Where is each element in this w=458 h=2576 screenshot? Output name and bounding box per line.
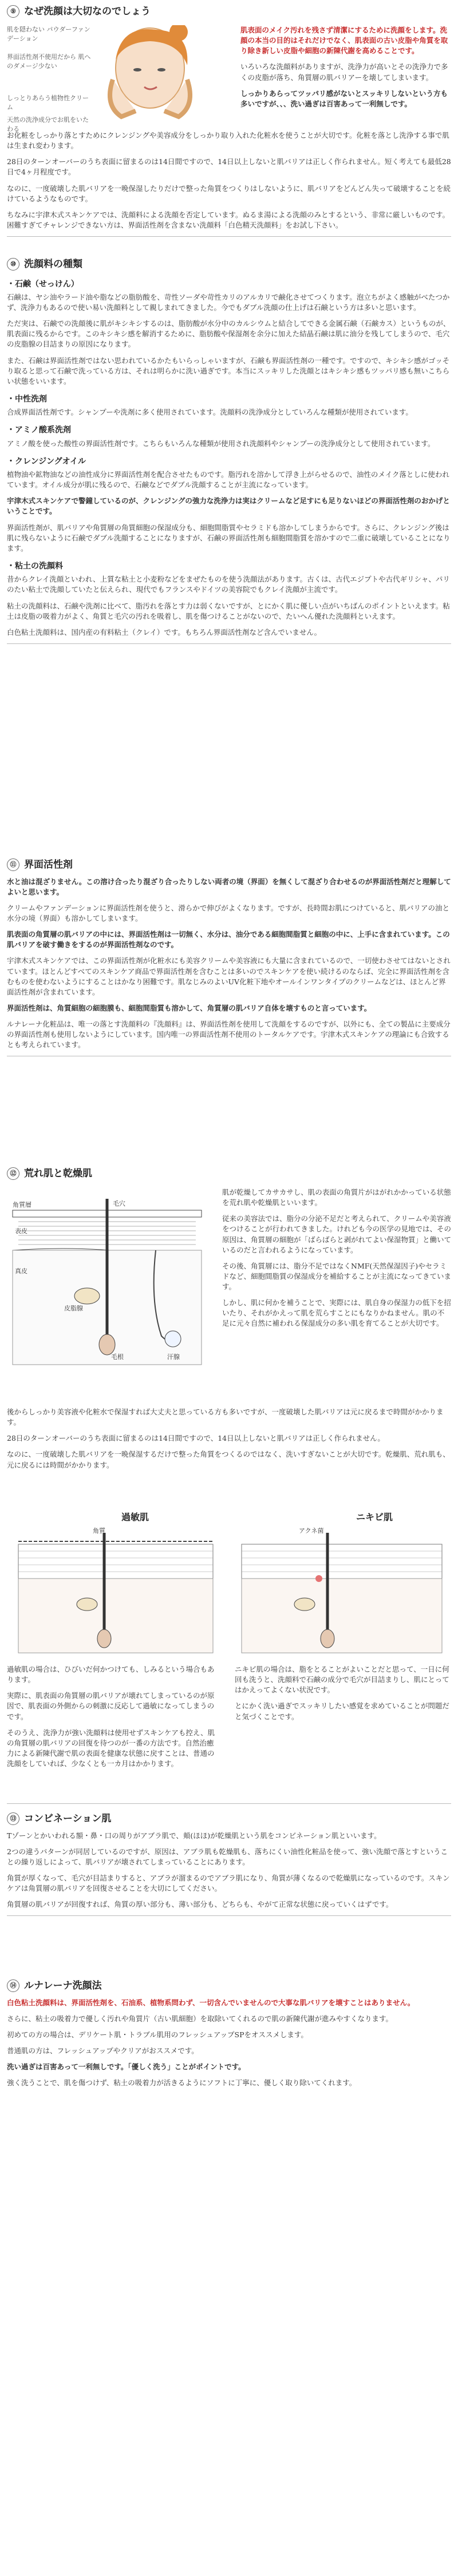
section-title: コンビネーション肌 — [24, 1813, 112, 1824]
paragraph: 肌表面のメイク汚れを残さず清潔にするために洗顔をします。洗顔の本当の目的はそれだけでなく、肌表面の古い皮脂や角質を取り除き新しい皮脂や細胞の新陳代謝を高めることです。 — [240, 26, 448, 55]
section-11 — [7, 858, 451, 1064]
paragraph: 洗い過ぎは百害あって一利無しです。「優しく洗う」ことがポイントです。 — [7, 2062, 246, 2072]
side-note: しっとりあらう植物性クリーム — [7, 94, 89, 111]
paragraph: 界面活性剤は、角質細胞の細胞膜も、細胞間脂質も溶かして、角質層の肌バリア自体を壊すものと言っています。 — [7, 1003, 372, 1012]
paragraph: アミノ酸を使った酸性の界面活性剤です。こちらもいろんな種類が使用され洗顔料やシャンプーの洗浄成分として使用されています。 — [7, 439, 435, 448]
section-14-header — [7, 1979, 451, 1993]
section-10-header — [7, 257, 451, 272]
diagram-label: アクネ菌 — [299, 1527, 324, 1535]
paragraph: 普通肌の方は、フレッシュアップやクリアがおススメです。 — [7, 2046, 199, 2056]
section-title: なぜ洗顔は大切なのでしょう — [24, 6, 151, 17]
paragraph: 過敏肌の場合は、ひびいだ何かつけても、しみるという場合もあります。 — [7, 1665, 215, 1684]
paragraph: 28日のターンオーバーのうち表面に留まるのは14日間ですので、14日以上しないと肌バリアは正しく作られません。短く考えても最低28日で4ヶ月程度です。 — [7, 157, 451, 177]
divider — [7, 236, 451, 237]
skin-comparison-diagrams — [7, 1510, 451, 1659]
diagram-label: 皮脂腺 — [64, 1305, 83, 1312]
paragraph: いろいろな洗顔料がありますが、洗浄力が高いとその洗浄力で多くの皮脂が落ち、角質層の肌バリアーを壊してしまいます。 — [240, 62, 448, 82]
section-10 — [7, 257, 451, 652]
subheading: ・粘土の洗顔料 — [7, 561, 63, 571]
section-9-header — [7, 5, 451, 19]
face-illustration — [7, 25, 236, 133]
paragraph: 角質が厚くなって、毛穴が目詰まりすると、アブラが溜まるのでアブラ肌になり、角質が薄くなるので乾燥肌になっているのです。スキンケアは角質層の肌バリアを回復させることを大切にしてください。 — [7, 1874, 450, 1893]
paragraph: 2つの違うパターンが同居しているのですが、原因は、アブラ肌も乾燥肌も、落ちにくい油性化粧品を使って、強い洗顔で落とすということの繰り返しによって、肌バリアが壊されてしまっていることにあります。 — [7, 1847, 448, 1866]
acne-skin-diagram — [242, 1512, 442, 1653]
diagram-label: 毛根 — [111, 1353, 124, 1361]
diagram-label: 角質層 — [13, 1201, 31, 1209]
divider — [7, 643, 451, 644]
section-12-right — [222, 1187, 451, 1335]
paragraph: 後からしっかり美容液や化粧水で保湿すれば大丈夫と思っている方も多いですが、一度破壊した肌バリアは元に戻るまで時間がかかります。 — [7, 1408, 444, 1427]
paragraph: 昔からクレイ洗顔といわれ、上質な粘土と小麦粉などをまぜたものを使う洗顔法があります。古くは、古代エジプトや古代ギリシャ、パリのたい粘土で洗顔していたと伝えられ、現代でもフランスやドイツの美容院でもクレイ洗顔が主流です。 — [7, 575, 450, 594]
paragraph: 白色粘土洗顔料は、界面活性剤を、石油系、植物系問わず、一切含んでいませんので大事な肌バリアを壊すことはありません。 — [7, 1998, 415, 2007]
diagram-label: 角質 — [93, 1527, 105, 1535]
section-title: 界面活性剤 — [24, 859, 73, 870]
paragraph: ニキビ肌の場合は、脂をとることがよいことだと思って、一日に何回も洗うと、洗顔料で石鹸の成分で毛穴が目詰まりし、肌にとってはかえってよくない状況です。 — [235, 1665, 449, 1695]
section-12 — [7, 1167, 451, 1186]
diagram-label: 真皮 — [15, 1267, 27, 1275]
subheading: ・クレンジングオイル — [7, 456, 86, 466]
paragraph: 28日のターンオーバーのうち表面に留まるのは14日間ですので、14日以上しないと肌バリアは正しく作られません。 — [7, 1434, 385, 1443]
side-note: 界面活性剤不使用だから 肌へのダメージ少ない — [7, 53, 91, 70]
paragraph: しっかりあらってツッパリ感がないとスッキリしないという方も多いですが、、、洗い過ぎは百害あって一利無しです。 — [240, 89, 448, 108]
paragraph: なのに、一度破壊した肌バリアを一晩保湿するだけで整った角質をつくるのではなく、洗いすぎないことが大切です。乾燥肌、荒れ肌も、元に戻るには時間がかかります。 — [7, 1450, 450, 1469]
divider — [7, 1803, 451, 1804]
side-note: 天然の洗浄成分でお肌をいたわる — [7, 116, 89, 133]
paragraph: お化粧をしっかり落とすためにクレンジングや美容成分をしっかり取り入れた化粧水を使うことが大切です。化粧を落とし洗浄する事で肌は生まれ変わります。 — [7, 131, 449, 150]
side-notes — [7, 25, 93, 134]
section-number: ⑬ — [7, 1812, 19, 1825]
paragraph: 従来の美容法では、脂分の分泌不足だと考えられて、クリームや美容液をつけることが行われてきました。けれども今の医学の見地では、その原因は、角質層の細胞が「ばらばらと剥がれてよい保湿物質」と働いているのだと言われるようになっています。 — [222, 1214, 452, 1254]
dry-skin-diagram — [18, 1512, 213, 1653]
paragraph: 宇津木式スキンケアでは、この界面活性剤が化粧水にも美容クリームや美容液にも大量に含まれているので、一切使わさせてはないとされています。ほとんどすべてのスキンケア商品で界面活性剤を含むことは多いのでスキンケアを使い続けるのならば、完全に界面活性剤を含むものを使わないようにすることはかなり困難です。肌なじみのよいUV化粧下地やオールインワンタイプのクリームなどは、ほとんど界面活性剤が含まれています。 — [7, 956, 451, 996]
diagram-label: 表皮 — [15, 1227, 27, 1235]
paragraph: とにかく洗い過ぎでスッキリしたい感覚を求めていることが問題だと気づくことです。 — [235, 1702, 449, 1721]
section-11-header — [7, 858, 451, 872]
paragraph: その後、角質層には、脂分不足ではなくNMF(天然保湿因子)やセラミドなど、細胞間脂質の保湿成分を補給することが主流になってきています。 — [222, 1261, 452, 1291]
divider — [7, 1915, 451, 1916]
paragraph: 粘土の洗顔料は、石鹸や洗剤に比べて、脂汚れを落とす力は弱くないですが、とにかく肌に優しい点がいちばんのポイントといえます。粘土は皮脂の吸着力がよく、角質と毛穴の汚れを吸着し、肌を傷つけることがないので、たいへん優れた洗顔料といえます。 — [7, 601, 450, 621]
section-13 — [7, 1799, 451, 1924]
paragraph: 初めての方の場合は、デリケート肌・トラブル肌用のフレッシュアップSPをオススメします。 — [7, 2030, 308, 2039]
diagram-label: 汗腺 — [167, 1353, 180, 1361]
skin-cross-section-icon — [7, 1187, 213, 1376]
paragraph: 水と油は混ざりません。この溶け合ったり混ざり合ったりしない両者の境（界面）を無くして混ざり合わせるのが界面活性剤だと理解してよいと思います。 — [7, 877, 451, 896]
paragraph: Tゾーンとかいわれる額・鼻・口の周りがアブラ肌で、頬(ほほ)が乾燥肌という肌をコンビネーション肌といいます。 — [7, 1831, 381, 1840]
section-9-right — [240, 25, 451, 115]
section-9-body — [7, 130, 451, 245]
section-number: ⑨ — [7, 5, 19, 18]
section-number: ⑫ — [7, 1167, 19, 1180]
paragraph: 肌表面の角質層の肌バリアの中には、界面活性剤は一切無く、水分は、油分である細胞間脂質と細胞の中に、上手に含まれています。この肌バリアを破す働きをするのが界面活性剤なのです。 — [7, 930, 450, 949]
paragraph: 石鹸は、ヤシ油やラード油や脂などの脂肪酸を、苛性ソーダや苛性カリのアルカリで鹸化させてつくります。泡立ちがよく感触がべたつかず、洗浄力もあるので使い易い洗顔料として親しまれてきました。今でもダブル洗顔の仕上げは石鹸という方は多いと思います。 — [7, 292, 450, 312]
paragraph: また、石鹸は界面活性剤ではない思われているかたもいらっしゃいますが、石鹸も界面活性剤の一種です。ですので、キシキシ感がゴッそり取ると思って石鹸で洗っている方は、それは明らかに洗い過ぎです。本当にスッキリした洗顔とはキシキシ感もツッパリ感も無いこちらい状態をいいます。 — [7, 356, 450, 385]
subheading: ・アミノ酸系洗剤 — [7, 426, 71, 435]
section-title: 荒れ肌と乾燥肌 — [24, 1168, 92, 1179]
section-14 — [7, 1979, 451, 2094]
subheading: ・中性洗剤 — [7, 394, 47, 404]
section-title: ルナレーナ洗顔法 — [24, 1980, 102, 1991]
paragraph: 宇津木式スキンケアで警鐘しているのが、クレンジングの強力な洗浄力は実はクリームなど足すにも足りないほどの界面活性剤のおかげということです。 — [7, 496, 450, 516]
diagram-label: 毛穴 — [113, 1200, 125, 1207]
paragraph: 界面活性剤が、肌バリアや角質層の角質細胞の保湿成分も、細胞間脂質やセラミドも溶かしてしまうからです。さらに、クレンジング後は肌に残らないように石鹸でダブル洗顔することになりますが、石鹸の界面活性剤も細胞間脂質を溶かすので二重に破壊していることになります。 — [7, 523, 451, 552]
section-9 — [7, 5, 451, 23]
paragraph: 植物油や鉱物油などの油性成分に界面活性剤を配合させたものです。脂汚れを溶かして浮き上がらせるので、油性のメイク落としに使われています。オイル成分が肌に残るので、石鹸などでダブル洗顔することが主流になっています。 — [7, 470, 449, 490]
section-number: ⑩ — [7, 258, 19, 271]
paragraph: ただ実は、石鹸での洗顔後に肌がキシキシするのは、脂肪酸が水分中のカルシウムと結合してできる金属石鹸（石鹸カス）というものが、肌表面に残るからです。このキシキシ感を解消するために、脂肪酸や保湿剤を余分に加えた結晶石鹸は肌に油分を残してしまうので、毛穴の皮脂腺の目詰まりの原因になります。 — [7, 319, 451, 349]
paragraph: しかし、肌に何かを補うことで、実際には、肌自身の保湿力の低下を招いたり、それがかえって肌を荒らすことにもなりかねません。肌の不足に元々自然に補われる保湿成分の多い肌を育てることが大切です。 — [222, 1298, 451, 1328]
paragraph: 強く洗うことで、肌を傷つけず、粘土の吸着力が活きるようにソフトに丁寧に、優しく取り除いてくれます。 — [7, 2078, 357, 2088]
skin-diagram — [7, 1187, 213, 1376]
subheading: ・石鹸（せっけん） — [7, 279, 79, 289]
section-title: 洗顔料の種類 — [24, 259, 82, 270]
section-12-body — [7, 1407, 451, 1476]
diagram-title: ニキビ肌 — [356, 1512, 393, 1522]
paragraph: なのに、一度破壊した肌バリアを一晩保湿したりだけで整った角質をつくりはしないように、肌バリアをどんどん失って破壊することを続けているようなものです。 — [7, 184, 451, 203]
section-12-left-col — [7, 1664, 219, 1775]
section-number: ⑪ — [7, 858, 19, 871]
paragraph: ルナレーナ化粧品は、唯一の落とす洗顔料の『洗顔料』は、界面活性剤を使用して洗顔をするのですが、以外にも、全ての製品に主要成分の界面活性剤も使用しないようにしています。国内唯一の界面活性剤不使用のトータルケアです。宇津木式スキンケアの理論にも合致するとも考えられています。 — [7, 1020, 451, 1050]
section-number: ⑭ — [7, 1979, 19, 1992]
paragraph: ちなみに宇津木式スキンケアでは、洗顔料による洗顔を否定しています。ぬるま湯による洗顔のみとするという、非常に厳しいものです。困難すぎてチャレンジできない方は、界面活性剤を含まない洗顔料「白色精天洗顔料」をお試し下さい。 — [7, 210, 450, 229]
paragraph: さらに、粘土の吸着力で優しく汚れや角質片（古い肌細胞）を取除いてくれるので肌の新陳代謝が進みやすくなります。 — [7, 2014, 393, 2023]
paragraph: 合成界面活性剤です。シャンプーや洗剤に多く使用されています。洗顔料の洗浄成分としていろんな種類が使用されています。 — [7, 408, 413, 417]
section-13-header — [7, 1812, 451, 1826]
paragraph: クリームやファンデーションに界面活性剤を使うと、滑らかで伸びがよくなります。ですが、長時間お肌につけていると、肌バリアの油と水分の境（界面）も溶かしてしまいます。 — [7, 903, 450, 923]
paragraph: 白色粘土洗顔料は、国内産の有料粘土（クレイ）です。もちろん界面活性剤など含んでいません。 — [7, 627, 322, 637]
paragraph: 肌が乾燥してカサカサし、肌の表面の角質片がはがれかかっている状態を荒れ肌や乾燥肌といいます。 — [222, 1188, 451, 1207]
paragraph: 角質層の肌バリアが回復すれば、角質の厚い部分も、薄い部分も、どちらも、やがて正常な状態に戻っていくはずです。 — [7, 1900, 393, 1909]
skin-comparison-icon — [7, 1510, 451, 1659]
diagram-title: 過敏肌 — [121, 1512, 149, 1522]
section-12-header — [7, 1167, 451, 1181]
paragraph: 実際に、肌表面の角質層の肌バリアが壊れてしまっているのが原因で、肌表面の外側からの刺激に反応して過敏になってしまうのです。 — [7, 1691, 215, 1721]
section-12-right-col — [235, 1664, 451, 1728]
paragraph: そのうえ、洗浄力が強い洗顔料は使用せずスキンケアも控え、肌の角質層の肌バリアの回復を待つのが一番の方法です。自然治癒力による新陳代謝で肌の表面を健康な状態に戻すことは、普通の洗顔をしていれば、少なくとも一カ月はかかります。 — [7, 1728, 215, 1768]
side-note: 肌を隠わない パウダーファンデーション — [7, 26, 90, 42]
